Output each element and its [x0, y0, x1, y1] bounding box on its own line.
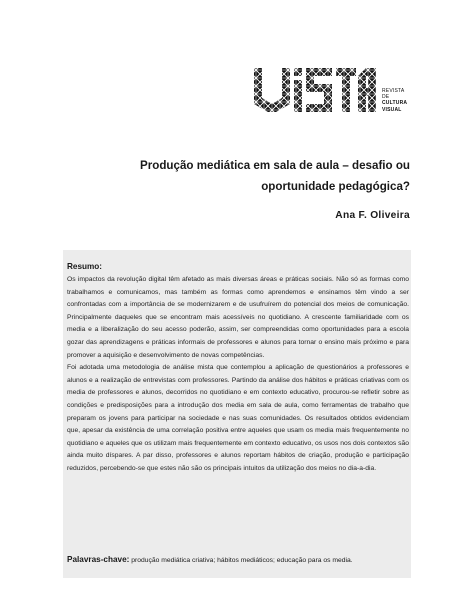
keywords-line	[67, 555, 409, 566]
subtitle-line: REVISTA	[382, 88, 405, 94]
article-author: Ana F. Oliveira	[335, 210, 410, 221]
subtitle-line: VISUAL	[382, 106, 402, 113]
keywords-label: Palavras-chave:	[67, 555, 130, 564]
subtitle-line: CULTURA	[382, 100, 408, 107]
subtitle-line: DE	[382, 94, 390, 101]
abstract-paragraph: Os impactos da revolução digital têm afetado as mais diversas áreas e práticas sociais. Não só as formas como trabalhamos e comunicamos, mas também as formas como aprendemos e ensinamos têm vindo a ser confrontadas com a importância de se modernizarem e de usufruírem do potencial dos meios de comunicação. Principalmente daqueles que se encontram mais acessíveis no quotidiano. A crescente familiaridade com os media e a liberalização do seu acesso poderão, assim, ser compreendidas como oportunidades para a escola gozar das aprendizagens e práticas informais de professores e alunos para tornar o ensino mais próximo e para promover a aquisição e desenvolvimento de novas competências.	[67, 276, 409, 359]
journal-subtitle	[382, 88, 407, 113]
vista-logo-icon	[252, 66, 378, 114]
keywords-text: produção mediática criativa; hábitos mediáticos; educação para os media.	[129, 557, 353, 564]
abstract-body	[67, 274, 409, 476]
abstract-label: Resumo:	[67, 262, 103, 271]
abstract-paragraph: Foi adotada uma metodologia de análise mista que contemplou a aplicação de questionários a professores e alunos e a realização de entrevistas com professores. Partindo da análise dos hábitos e práticas criativas com os media de professores e alunos, decorridos no quotidiano e em contexto educativo, procurou-se refletir sobre as condições e predisposições para a introdução dos media em sala de aula, como ferramentas de trabalho que preparam os jovens para participar na sociedade e nas suas comunidades. Os resultados obtidos evidenciam que, apesar da existência de uma correlação positiva entre aqueles que usam os media mais frequentemente no quotidiano e aqueles que os utilizam mais frequentemente em contexto educativo, os usos nos dois contextos são ainda muito díspares. A par disso, professores e alunos reportam hábitos de criação, produção e participação reduzidos, percebendo-se que estes não são os principais intuitos da utilização dos meios no dia-a-dia.	[67, 364, 409, 472]
journal-header	[252, 66, 422, 116]
article-title: Produção mediática em sala de aula – desafio ou oportunidade pedagógica?	[140, 159, 410, 193]
abstract-section	[63, 250, 411, 578]
